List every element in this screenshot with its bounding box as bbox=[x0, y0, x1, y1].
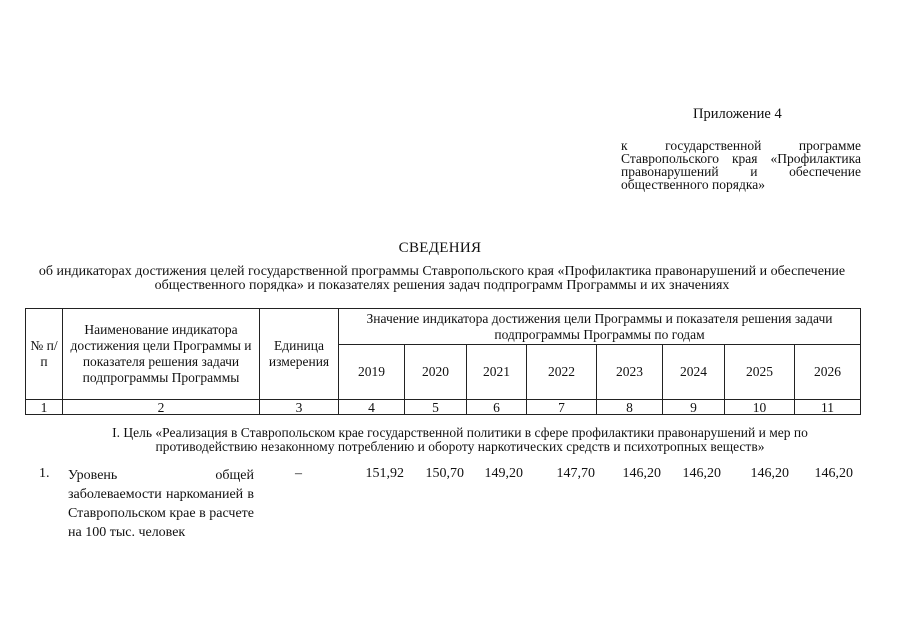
row-indicator-name: Уровень общей заболеваемости наркоманией в Ставропольском крае в расчете на 100 тыс. человек bbox=[68, 468, 254, 540]
header-year: 2020 bbox=[405, 345, 467, 400]
row-number: 1. bbox=[39, 466, 50, 481]
header-values-group: Значение индикатора достижения цели Программы и показателя решения задачи подпрограммы Программы по годам bbox=[339, 309, 861, 345]
indicators-table bbox=[25, 308, 861, 415]
appendix-subtitle: к государственной программе Ставропольского края «Профилактика правонарушений и обеспечение общественного порядка» bbox=[621, 138, 861, 192]
column-number: 8 bbox=[597, 400, 663, 415]
column-number: 6 bbox=[467, 400, 527, 415]
row-value-2019: 151,92 bbox=[365, 466, 404, 481]
column-number: 10 bbox=[725, 400, 795, 415]
header-year: 2025 bbox=[725, 345, 795, 400]
header-name: Наименование индикатора достижения цели Программы и показателя решения задачи подпрограммы Программы bbox=[63, 309, 260, 400]
goal-heading: I. Цель «Реализация в Ставропольском крае государственной политики в сфере профилактики правонарушений и мер по противодействию незаконному потреблению и обороту наркотических средств и психотропных веществ» bbox=[112, 425, 808, 454]
column-number: 4 bbox=[339, 400, 405, 415]
row-value-2021: 149,20 bbox=[484, 466, 523, 481]
column-number: 3 bbox=[260, 400, 339, 415]
row-value-2022: 147,70 bbox=[556, 466, 595, 481]
column-number: 1 bbox=[26, 400, 63, 415]
row-value-2025: 146,20 bbox=[750, 466, 789, 481]
header-year: 2022 bbox=[527, 345, 597, 400]
column-number: 7 bbox=[527, 400, 597, 415]
header-num: № п/п bbox=[26, 309, 63, 400]
row-value-2024: 146,20 bbox=[682, 466, 721, 481]
header-year: 2024 bbox=[663, 345, 725, 400]
row-value-2023: 146,20 bbox=[622, 466, 661, 481]
header-year: 2023 bbox=[597, 345, 663, 400]
column-number: 11 bbox=[795, 400, 861, 415]
document-title: СВЕДЕНИЯ bbox=[398, 240, 482, 256]
column-number: 9 bbox=[663, 400, 725, 415]
header-year: 2026 bbox=[795, 345, 861, 400]
header-year: 2021 bbox=[467, 345, 527, 400]
appendix-title: Приложение 4 bbox=[693, 106, 782, 122]
row-value-2020: 150,70 bbox=[425, 466, 464, 481]
header-year: 2019 bbox=[339, 345, 405, 400]
header-unit: Единица измерения bbox=[260, 309, 339, 400]
column-number: 5 bbox=[405, 400, 467, 415]
row-value-2026: 146,20 bbox=[814, 466, 853, 481]
row-unit: – bbox=[295, 466, 302, 481]
column-number: 2 bbox=[63, 400, 260, 415]
document-subtitle: об индикаторах достижения целей государственной программы Ставропольского края «Профилактика правонарушений и обеспечение общественного порядка» и показателях решения задач подпрограмм Программы и их значениях bbox=[38, 264, 846, 293]
